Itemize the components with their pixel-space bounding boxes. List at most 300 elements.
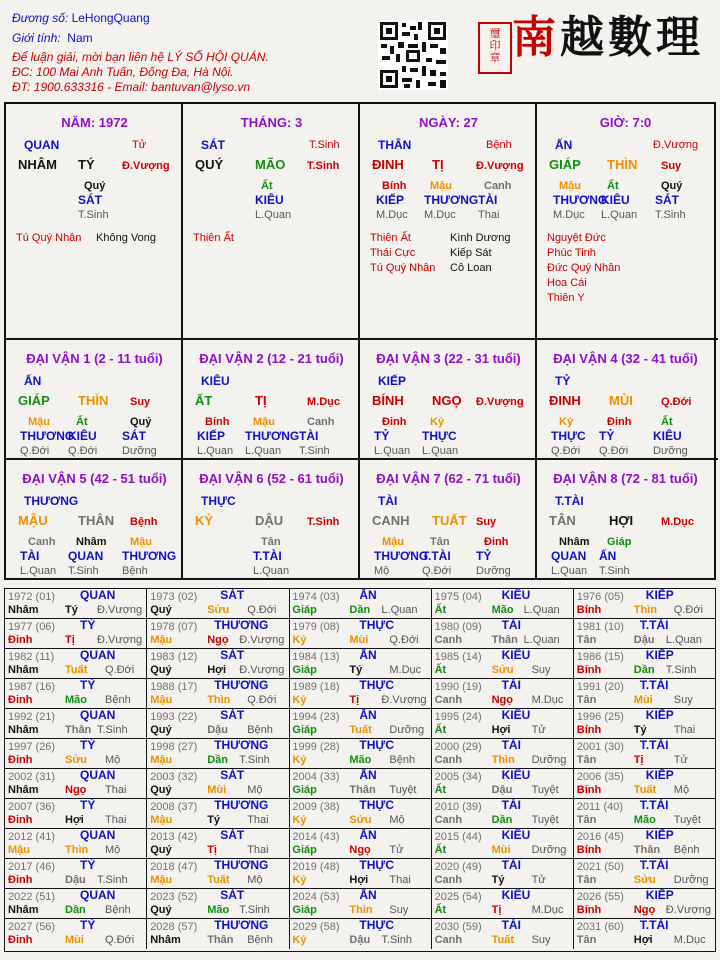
hidden-star: KIÊU bbox=[255, 193, 284, 207]
hidden-state: L.Quan bbox=[253, 565, 290, 577]
year-label: 1989 (18) bbox=[292, 681, 340, 693]
year-can: Quý bbox=[150, 844, 172, 856]
year-star: TỶ bbox=[80, 918, 96, 932]
hidden-can: Tân bbox=[261, 536, 281, 548]
than-sat-star: Kình Dương bbox=[450, 232, 511, 244]
year-label: 1975 (04) bbox=[434, 591, 482, 603]
hidden-state: M.Dục bbox=[424, 209, 456, 221]
year-can: Quý bbox=[150, 904, 172, 916]
year-label: 1998 (27) bbox=[150, 741, 198, 753]
year-label: 1999 (28) bbox=[292, 741, 340, 753]
year-label: 1983 (12) bbox=[150, 651, 198, 663]
year-chi: Tý bbox=[633, 724, 647, 736]
year-label: 2023 (52) bbox=[150, 891, 198, 903]
year-chi: Dậu bbox=[207, 724, 228, 736]
year-can: Bính bbox=[576, 724, 602, 736]
year-state: Bệnh bbox=[389, 754, 416, 766]
dai-van-title: ĐẠI VẬN 6 (52 - 61 tuổi) bbox=[199, 471, 344, 486]
year-chi: Dần bbox=[633, 664, 655, 676]
dai-van-chi: THÂN bbox=[78, 513, 115, 528]
year-chi: Tuất bbox=[633, 784, 657, 796]
year-star: TỶ bbox=[80, 738, 96, 752]
year-cell bbox=[147, 919, 289, 949]
dai-van-state: Đ.Vượng bbox=[476, 396, 524, 408]
dai-van-star: KIẾP bbox=[378, 374, 407, 388]
year-state: L.Quan bbox=[523, 634, 560, 646]
year-chi: Mão bbox=[633, 814, 656, 826]
hidden-can: Nhâm bbox=[76, 536, 107, 548]
year-label: 2031 (60) bbox=[576, 921, 624, 933]
year-cell bbox=[289, 889, 431, 919]
year-cell bbox=[574, 589, 716, 619]
year-cell bbox=[574, 739, 716, 769]
year-label: 2003 (32) bbox=[150, 771, 198, 783]
year-chi: Tị bbox=[65, 634, 75, 646]
pillar-main-star: THÂN bbox=[378, 138, 412, 152]
year-can: Ất bbox=[434, 604, 447, 616]
dai-van-title: ĐẠI VẬN 8 (72 - 81 tuổi) bbox=[553, 471, 698, 486]
dai-van-cell bbox=[183, 340, 360, 460]
year-chi: Tý bbox=[349, 664, 363, 676]
year-chi: Dần bbox=[65, 904, 86, 916]
year-chi: Mão bbox=[491, 604, 514, 616]
hidden-star: TỶ bbox=[476, 549, 492, 563]
year-chi: Dần bbox=[491, 814, 513, 826]
hidden-star: THƯƠNG bbox=[553, 193, 608, 207]
year-cell bbox=[147, 739, 289, 769]
owner-name: LeHongQuang bbox=[71, 11, 150, 25]
year-cell bbox=[5, 619, 147, 649]
year-chi: Mão bbox=[207, 904, 230, 916]
year-cell bbox=[289, 919, 431, 949]
year-can: Giáp bbox=[292, 604, 317, 616]
year-cell bbox=[574, 919, 716, 949]
year-can: Canh bbox=[434, 814, 463, 826]
year-chi: Thân bbox=[207, 934, 234, 946]
year-star: KIÊU bbox=[501, 648, 531, 662]
year-label: 2006 (35) bbox=[576, 771, 624, 783]
year-chi: Thân bbox=[491, 634, 518, 646]
year-label: 2022 (51) bbox=[8, 891, 56, 903]
year-state: Dưỡng bbox=[389, 724, 425, 736]
year-state: Q.Đới bbox=[389, 634, 419, 646]
year-star: TÀI bbox=[501, 918, 521, 932]
dai-van-chi: NGỌ bbox=[432, 393, 462, 408]
year-cell bbox=[432, 739, 574, 769]
hidden-state: M.Dục bbox=[553, 209, 585, 221]
hidden-can: Đinh bbox=[607, 416, 632, 428]
year-can: Bính bbox=[576, 664, 602, 676]
year-star: ẤN bbox=[359, 588, 377, 602]
pillar-main-star: SÁT bbox=[201, 138, 225, 152]
year-cell bbox=[147, 889, 289, 919]
hidden-can: Mậu bbox=[253, 416, 275, 428]
year-label: 2000 (29) bbox=[434, 741, 482, 753]
year-star: THỰC bbox=[359, 738, 395, 752]
dai-van-can: MẬU bbox=[18, 513, 48, 528]
year-star: KIẾP bbox=[645, 648, 674, 662]
pillar-chi: TÝ bbox=[78, 157, 95, 172]
hidden-state: Dưỡng bbox=[476, 565, 511, 577]
year-cell bbox=[574, 769, 716, 799]
dai-van-can: TÂN bbox=[549, 513, 576, 528]
year-chi: Thân bbox=[349, 784, 376, 796]
dai-van-star: T.TÀI bbox=[555, 494, 584, 508]
year-chi: Ngọ bbox=[349, 844, 371, 856]
year-star: ẤN bbox=[359, 768, 377, 782]
hidden-state: T.Sinh bbox=[68, 565, 99, 577]
year-star: TÀI bbox=[501, 738, 521, 752]
year-state: Q.Đới bbox=[105, 934, 135, 946]
year-label: 1987 (16) bbox=[8, 681, 56, 693]
year-star: T.TÀI bbox=[639, 618, 669, 632]
year-label: 2009 (38) bbox=[292, 801, 340, 813]
year-label: 1996 (25) bbox=[576, 711, 624, 723]
year-label: 1978 (07) bbox=[150, 621, 198, 633]
year-chi: Hợi bbox=[491, 724, 511, 736]
year-can: Kỷ bbox=[292, 694, 307, 706]
year-can: Nhâm bbox=[8, 784, 39, 796]
year-star: TÀI bbox=[501, 858, 521, 872]
hidden-state: L.Quan bbox=[422, 445, 459, 457]
hidden-state: L.Quan bbox=[20, 565, 57, 577]
year-label: 2021 (50) bbox=[576, 861, 624, 873]
year-can: Ất bbox=[434, 844, 447, 856]
year-label: 1986 (15) bbox=[576, 651, 624, 663]
hidden-can: Tân bbox=[430, 536, 450, 548]
year-state: M.Dục bbox=[531, 904, 564, 916]
year-chi: Dần bbox=[207, 754, 228, 766]
hidden-star: TÀI bbox=[478, 193, 498, 207]
year-label: 1992 (21) bbox=[8, 711, 56, 723]
year-label: 2012 (41) bbox=[8, 831, 56, 843]
year-cell bbox=[574, 859, 716, 889]
year-star: T.TÀI bbox=[639, 858, 669, 872]
year-cell bbox=[432, 709, 574, 739]
year-state: Đ.Vượng bbox=[97, 604, 143, 616]
year-can: Đinh bbox=[8, 874, 33, 886]
year-label: 2015 (44) bbox=[434, 831, 482, 843]
logo bbox=[478, 8, 710, 74]
year-chi: Tị bbox=[207, 844, 217, 856]
year-star: THỰC bbox=[359, 618, 395, 632]
year-star: QUAN bbox=[80, 888, 116, 902]
dai-van-chi: DẬU bbox=[255, 513, 284, 528]
year-label: 1974 (03) bbox=[292, 591, 340, 603]
year-chi: Hợi bbox=[65, 814, 84, 826]
year-can: Canh bbox=[434, 694, 463, 706]
year-state: Thai bbox=[247, 814, 269, 826]
year-label: 2011 (40) bbox=[576, 801, 624, 813]
year-state: Tử bbox=[531, 874, 546, 886]
hidden-star: KIÊU bbox=[601, 193, 630, 207]
year-cell bbox=[5, 739, 147, 769]
year-chi: Sửu bbox=[633, 874, 656, 886]
year-state: M.Dục bbox=[531, 694, 564, 706]
year-cell bbox=[147, 799, 289, 829]
year-label: 2014 (43) bbox=[292, 831, 340, 843]
year-can: Bính bbox=[576, 904, 602, 916]
year-star: THƯƠNG bbox=[214, 918, 269, 932]
pillar-chi: MÃO bbox=[255, 157, 286, 172]
year-chi: Mùi bbox=[65, 934, 84, 946]
year-label: 1995 (24) bbox=[434, 711, 482, 723]
year-label: 1973 (02) bbox=[150, 591, 198, 603]
dai-van-can: ẤT bbox=[195, 393, 213, 408]
logo-text: 南越數理 bbox=[512, 12, 704, 63]
contact-line: Để luận giải, mời bạn liên hệ LÝ SỐ HỘI QUÁN. bbox=[12, 50, 269, 64]
year-can: Mậu bbox=[150, 694, 173, 706]
year-star: THƯƠNG bbox=[214, 858, 269, 872]
year-chi: Hợi bbox=[349, 874, 369, 886]
year-star: QUAN bbox=[80, 648, 116, 662]
year-chi: Dậu bbox=[349, 934, 371, 946]
year-state: L.Quan bbox=[381, 604, 418, 616]
year-cell bbox=[574, 649, 716, 679]
gender-value: Nam bbox=[67, 31, 93, 45]
year-can: Nhâm bbox=[8, 724, 39, 736]
hidden-state: Thai bbox=[478, 209, 500, 221]
dai-van-state: T.Sinh bbox=[307, 516, 340, 528]
than-sat-star: Tú Quý Nhân bbox=[370, 262, 436, 274]
year-cell bbox=[432, 769, 574, 799]
year-state: Suy bbox=[673, 694, 693, 706]
pillar-cell bbox=[360, 104, 537, 340]
hidden-can: Nhâm bbox=[559, 536, 590, 548]
year-star: TỶ bbox=[80, 678, 96, 692]
pillar-chi: TỊ bbox=[432, 157, 444, 172]
year-cell bbox=[289, 769, 431, 799]
year-star: TÀI bbox=[501, 618, 521, 632]
year-state: T.Sinh bbox=[381, 934, 412, 946]
year-chi: Hợi bbox=[633, 934, 653, 946]
hidden-state: L.Quan bbox=[197, 445, 234, 457]
phone-email-line: ĐT: 1900.633316 - Email: bantuvan@lyso.vn bbox=[12, 80, 251, 94]
pillar-title: GIỜ: 7:0 bbox=[599, 115, 652, 130]
than-sat-star: Phúc Tinh bbox=[547, 247, 596, 259]
year-can: Bính bbox=[576, 844, 602, 856]
year-can: Mậu bbox=[150, 874, 173, 886]
year-can: Tân bbox=[576, 814, 597, 826]
year-cell bbox=[574, 679, 716, 709]
hidden-state: Bệnh bbox=[122, 565, 148, 577]
dai-van-title: ĐẠI VẬN 7 (62 - 71 tuổi) bbox=[376, 471, 521, 486]
than-sat-star: Không Vong bbox=[96, 232, 156, 244]
dai-van-cell bbox=[183, 460, 360, 578]
year-star: THƯƠNG bbox=[214, 618, 269, 632]
year-chi: Ngọ bbox=[633, 904, 656, 916]
hidden-star: T.TÀI bbox=[253, 549, 282, 563]
than-sat-star: Nguyệt Đức bbox=[547, 232, 606, 244]
year-star: TÀI bbox=[501, 798, 521, 812]
year-chi: Dần bbox=[349, 604, 371, 616]
year-star: T.TÀI bbox=[639, 678, 669, 692]
year-cell bbox=[289, 799, 431, 829]
year-state: Mộ bbox=[247, 874, 263, 886]
hidden-can: Kỷ bbox=[430, 416, 445, 428]
hidden-can: Canh bbox=[28, 536, 56, 548]
year-star: QUAN bbox=[80, 828, 116, 842]
year-cell bbox=[289, 619, 431, 649]
year-star: TỶ bbox=[80, 858, 96, 872]
pillar-title: NGÀY: 27 bbox=[419, 115, 478, 130]
year-can: Giáp bbox=[292, 664, 317, 676]
pillar-can: ĐINH bbox=[372, 157, 404, 172]
year-state: Dưỡng bbox=[531, 754, 567, 766]
year-chi: Sửu bbox=[207, 604, 230, 616]
year-star: KIÊU bbox=[501, 768, 531, 782]
hidden-star: KIẾP bbox=[197, 429, 226, 443]
year-can: Bính bbox=[576, 604, 602, 616]
hidden-state: Q.Đới bbox=[68, 445, 98, 457]
year-star: KIẾP bbox=[645, 888, 674, 902]
dai-van-can: ĐINH bbox=[549, 393, 581, 408]
year-star: T.TÀI bbox=[639, 738, 669, 752]
year-state: Bệnh bbox=[105, 904, 131, 916]
year-can: Kỷ bbox=[292, 814, 307, 826]
year-label: 2026 (55) bbox=[576, 891, 624, 903]
year-cell bbox=[147, 619, 289, 649]
year-state: Thai bbox=[673, 724, 696, 736]
year-cell bbox=[147, 709, 289, 739]
hidden-can: Ất bbox=[261, 180, 273, 192]
year-cell bbox=[147, 679, 289, 709]
year-chi: Thìn bbox=[491, 754, 515, 766]
year-state: M.Dục bbox=[673, 934, 706, 946]
year-star: KIẾP bbox=[645, 768, 674, 782]
year-state: Suy bbox=[389, 904, 409, 916]
year-state: T.Sinh bbox=[97, 874, 128, 886]
year-label: 2019 (48) bbox=[292, 861, 340, 873]
year-can: Nhâm bbox=[8, 664, 39, 676]
year-cell bbox=[5, 709, 147, 739]
year-can: Giáp bbox=[292, 904, 317, 916]
year-cell bbox=[147, 859, 289, 889]
year-state: T.Sinh bbox=[239, 904, 270, 916]
pillar-top-state: Đ.Vượng bbox=[653, 139, 699, 151]
hidden-can: Bính bbox=[382, 180, 407, 192]
dai-van-cell bbox=[6, 460, 183, 578]
hidden-can: Bính bbox=[205, 416, 230, 428]
pillar-chi-state: Đ.Vượng bbox=[476, 160, 524, 172]
year-state: Thai bbox=[247, 844, 269, 856]
year-star: THỰC bbox=[359, 858, 395, 872]
year-chi: Dậu bbox=[491, 784, 513, 796]
year-star: QUAN bbox=[80, 708, 116, 722]
year-star: SÁT bbox=[220, 648, 245, 662]
year-cell bbox=[432, 829, 574, 859]
hidden-can: Mậu bbox=[430, 180, 452, 192]
hidden-can: Quý bbox=[661, 180, 683, 192]
dai-van-chi: TUẤT bbox=[432, 513, 467, 528]
year-state: Mộ bbox=[389, 814, 405, 826]
hidden-can: Giáp bbox=[607, 536, 632, 548]
dai-van-star: KIÊU bbox=[201, 374, 230, 388]
pillar-can: GIÁP bbox=[549, 157, 581, 172]
year-chi: Mùi bbox=[207, 784, 227, 796]
year-cell bbox=[289, 679, 431, 709]
year-label: 2004 (33) bbox=[292, 771, 340, 783]
year-cell bbox=[574, 709, 716, 739]
year-label: 1994 (23) bbox=[292, 711, 340, 723]
year-label: 1991 (20) bbox=[576, 681, 624, 693]
pillar-title: THÁNG: 3 bbox=[240, 115, 303, 130]
year-star: KIẾP bbox=[645, 708, 674, 722]
year-can: Bính bbox=[576, 784, 602, 796]
year-chi: Thân bbox=[633, 844, 661, 856]
year-can: Giáp bbox=[292, 784, 317, 796]
pillar-title: NĂM: 1972 bbox=[61, 115, 128, 130]
year-state: Q.Đới bbox=[105, 664, 135, 676]
year-star: ẤN bbox=[359, 708, 377, 722]
year-cell bbox=[432, 889, 574, 919]
year-chi: Hợi bbox=[207, 664, 227, 676]
than-sat-star: Thiên Y bbox=[547, 292, 585, 304]
dai-van-state: M.Dục bbox=[307, 396, 340, 408]
dai-van-cell bbox=[537, 340, 718, 460]
year-cell bbox=[574, 829, 716, 859]
year-chi: Dậu bbox=[633, 634, 655, 646]
hidden-can: Canh bbox=[307, 416, 335, 428]
year-state: Dưỡng bbox=[531, 844, 567, 856]
year-label: 1997 (26) bbox=[8, 741, 56, 753]
year-cell bbox=[432, 799, 574, 829]
year-chi: Mùi bbox=[491, 844, 511, 856]
hidden-star: TÀI bbox=[299, 429, 319, 443]
hidden-state: T.Sinh bbox=[299, 445, 330, 457]
dai-van-star: THƯƠNG bbox=[24, 494, 79, 508]
year-can: Ất bbox=[434, 784, 447, 796]
hidden-can: Mậu bbox=[28, 416, 50, 428]
dai-van-chi: TỊ bbox=[255, 393, 267, 408]
year-label: 2008 (37) bbox=[150, 801, 198, 813]
year-star: T.TÀI bbox=[639, 798, 669, 812]
pillar-top-state: Bệnh bbox=[486, 139, 512, 151]
hidden-state: Mộ bbox=[374, 565, 390, 577]
year-state: Đ.Vượng bbox=[239, 634, 285, 646]
hidden-star: KIÊU bbox=[653, 429, 682, 443]
year-state: Mộ bbox=[247, 784, 263, 796]
hidden-can: Mậu bbox=[382, 536, 404, 548]
year-label: 2029 (58) bbox=[292, 921, 340, 933]
year-can: Quý bbox=[150, 664, 172, 676]
hidden-star: QUAN bbox=[68, 549, 104, 563]
year-state: Tử bbox=[673, 754, 688, 766]
year-cell bbox=[289, 649, 431, 679]
year-can: Tân bbox=[576, 634, 597, 646]
year-state: Thai bbox=[105, 784, 127, 796]
year-label: 2025 (54) bbox=[434, 891, 482, 903]
year-state: Bệnh bbox=[105, 694, 131, 706]
dai-van-cell bbox=[537, 460, 718, 578]
dai-van-chi: THÌN bbox=[78, 393, 109, 408]
pillar-cell bbox=[537, 104, 718, 340]
hidden-star: KIẾP bbox=[376, 193, 405, 207]
year-cell bbox=[289, 709, 431, 739]
year-can: Kỷ bbox=[292, 634, 307, 646]
hidden-star: THƯƠNG bbox=[374, 549, 429, 563]
hidden-can: Ất bbox=[661, 416, 673, 428]
year-chi: Thìn bbox=[349, 904, 373, 916]
hidden-can: Mậu bbox=[559, 180, 581, 192]
year-cell bbox=[289, 859, 431, 889]
hidden-state: L.Quan bbox=[551, 565, 588, 577]
year-can: Tân bbox=[576, 934, 597, 946]
year-label: 2027 (56) bbox=[8, 921, 56, 933]
year-label: 2010 (39) bbox=[434, 801, 482, 813]
hidden-can: Đinh bbox=[382, 416, 407, 428]
dai-van-state: Q.Đới bbox=[661, 396, 692, 408]
